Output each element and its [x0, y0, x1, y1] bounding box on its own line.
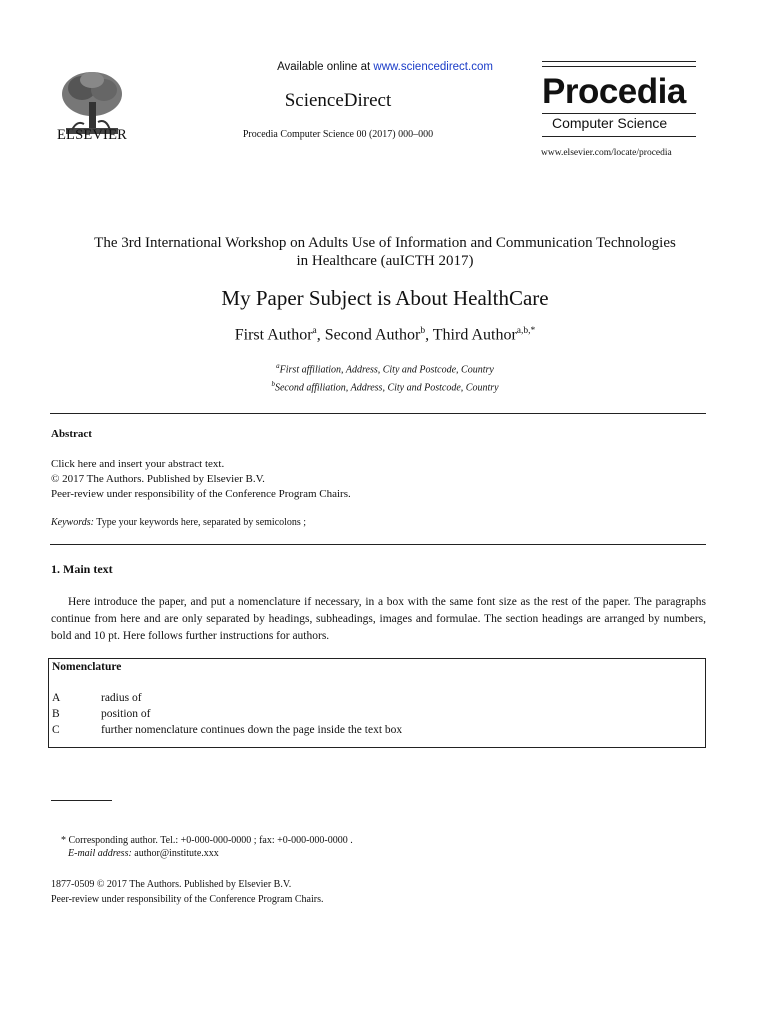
keywords-line — [51, 517, 306, 528]
affiliation-mark: b — [271, 380, 275, 389]
author-name: First Author — [234, 326, 313, 344]
abstract-body — [51, 457, 351, 502]
journal-reference: Procedia Computer Science 00 (2017) 000–000 — [242, 129, 434, 140]
affiliation-text: Second affiliation, Address, City and Postcode, Country — [274, 382, 499, 394]
keywords-label: Keywords: — [51, 517, 94, 528]
author-affiliation-mark: a — [312, 326, 317, 336]
abstract-line: Peer-review under responsibility of the Conference Program Chairs. — [51, 488, 351, 500]
sciencedirect-link[interactable]: www.sciencedirect.com — [373, 61, 493, 73]
section-divider — [50, 413, 706, 414]
author-affiliation-mark: b — [420, 326, 426, 336]
corresponding-author-footnote: * Corresponding author. Tel.: +0-000-000-0000 ; fax: +0-000-000-0000 . — [61, 835, 353, 846]
abstract-line: © 2017 The Authors. Published by Elsevier B.V. — [51, 473, 265, 485]
email-address[interactable]: author@institute.xxx — [131, 848, 219, 859]
abstract-heading: Abstract — [51, 428, 92, 440]
author-affiliation-mark: a,b, — [516, 326, 531, 336]
author-separator: , — [316, 326, 325, 344]
section-heading: 1. Main text — [51, 562, 113, 576]
affiliation-text: First affiliation, Address, City and Postcode, Country — [279, 364, 494, 376]
workshop-name-line: in Healthcare (auICTH 2017) — [296, 253, 474, 269]
workshop-name — [40, 234, 730, 270]
nomenclature-definition: further nomenclature continues down the page inside the text box — [101, 724, 403, 736]
procedia-logo-rule — [542, 113, 696, 114]
nomenclature-definition: position of — [101, 708, 151, 720]
author-separator: , — [425, 326, 433, 344]
procedia-logo-rule — [542, 136, 696, 137]
nomenclature-symbol: A — [52, 692, 61, 704]
affiliations — [0, 359, 770, 396]
workshop-name-line: The 3rd International Workshop on Adults Use of Information and Communication Technologies — [94, 235, 676, 251]
available-online-text: Available online at — [277, 61, 374, 73]
keywords-text: Type your keywords here, separated by semicolons ; — [93, 517, 307, 528]
email-label: E-mail address: — [68, 848, 132, 859]
corresponding-author-star: * — [530, 326, 536, 336]
section-divider — [50, 544, 706, 545]
elsevier-wordmark: ELSEVIER — [56, 127, 128, 143]
body-paragraph: Here introduce the paper, and put a nomenclature if necessary, in a box with the same font size as the rest of the paper. The paragraphs continue from here and are only separated by headings, subheadings, images and formulae. The section headings are arranged by numbers, bold and 10 pt. Here follows further instructions for authors. — [51, 596, 706, 642]
sciencedirect-title: ScienceDirect — [284, 90, 392, 111]
affiliation-line — [0, 359, 770, 377]
author-name: Third Author — [432, 326, 517, 344]
paper-title: My Paper Subject is About HealthCare — [221, 286, 549, 310]
abstract-line: Click here and insert your abstract text. — [51, 458, 225, 470]
procedia-logo-subtitle: Computer Science — [552, 115, 668, 131]
procedia-logo-name: Procedia — [542, 72, 686, 111]
issn-line: 1877-0509 © 2017 The Authors. Published by Elsevier B.V. — [51, 879, 292, 890]
nomenclature-symbol: B — [52, 708, 60, 720]
email-footnote — [68, 848, 219, 859]
nomenclature-definition: radius of — [101, 692, 142, 704]
affiliation-line — [0, 377, 770, 395]
elsevier-url-link[interactable]: www.elsevier.com/locate/procedia — [541, 148, 672, 158]
issn-block — [51, 877, 324, 907]
procedia-logo-rule — [542, 61, 696, 62]
nomenclature-symbol: C — [52, 724, 60, 736]
affiliation-mark: a — [276, 362, 280, 370]
author-list — [0, 326, 770, 344]
procedia-logo-rule — [542, 66, 696, 67]
author-name: Second Author — [324, 326, 421, 344]
peer-review-line: Peer-review under responsibility of the Conference Program Chairs. — [51, 894, 324, 905]
footnote-rule — [51, 800, 112, 801]
nomenclature-heading: Nomenclature — [52, 661, 122, 673]
